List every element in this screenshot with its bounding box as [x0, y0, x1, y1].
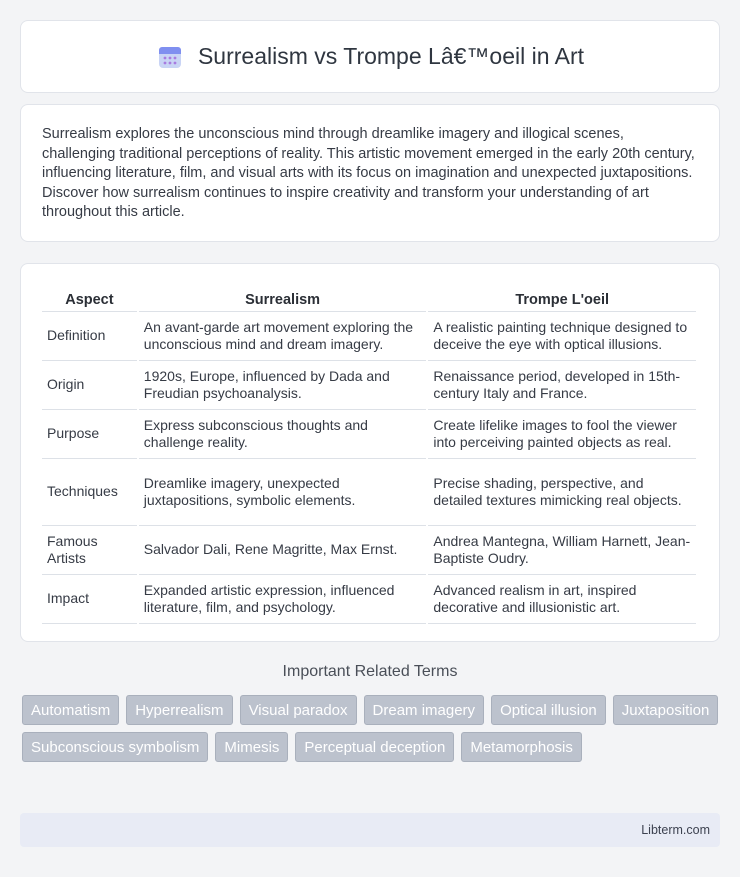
related-term-tag[interactable]: Automatism [22, 695, 119, 725]
related-term-tag[interactable]: Mimesis [215, 732, 288, 762]
trompe-loeil-cell: Andrea Mantegna, William Harnett, Jean-Baptiste Oudry. [428, 526, 696, 575]
column-header-trompe-loeil: Trompe L'oeil [428, 284, 696, 312]
related-term-tag[interactable]: Optical illusion [491, 695, 606, 725]
trompe-loeil-cell: Create lifelike images to fool the viewer into perceiving painted objects as real. [428, 410, 696, 459]
surrealism-cell: Salvador Dali, Rene Magritte, Max Ernst. [139, 526, 427, 575]
related-term-tag[interactable]: Metamorphosis [461, 732, 582, 762]
surrealism-cell: Dreamlike imagery, unexpected juxtapositions, symbolic elements. [139, 459, 427, 526]
table-row [42, 312, 696, 361]
row-aspect-cell: Origin [42, 361, 137, 410]
column-header-aspect: Aspect [42, 284, 137, 312]
table-header-row [42, 284, 696, 312]
header-card [20, 20, 720, 93]
table-row [42, 410, 696, 459]
related-terms-title: Important Related Terms [282, 663, 458, 680]
footer-site-link[interactable]: Libterm.com [641, 823, 710, 837]
calendar-grid-icon [156, 43, 184, 71]
trompe-loeil-cell: Renaissance period, developed in 15th-century Italy and France. [428, 361, 696, 410]
surrealism-cell: Expanded artistic expression, influenced literature, film, and psychology. [139, 575, 427, 624]
row-aspect-cell: Purpose [42, 410, 137, 459]
column-header-surrealism: Surrealism [139, 284, 427, 312]
table-row [42, 361, 696, 410]
comparison-table-card [20, 263, 720, 642]
surrealism-cell: Express subconscious thoughts and challenge reality. [139, 410, 427, 459]
related-term-tag[interactable]: Dream imagery [364, 695, 485, 725]
row-aspect-cell: Definition [42, 312, 137, 361]
intro-text: Surrealism explores the unconscious mind through dreamlike imagery and illogical scenes, challenging traditional perceptions of reality. This artistic movement emerged in the early 20th century, influencing literature, film, and visual arts with its focus on imagination and unexpected juxtapositions. Discover how surrealism continues to inspire creativity and transform your understanding of art throughout this article. [42, 126, 695, 220]
trompe-loeil-cell: Precise shading, perspective, and detailed textures mimicking real objects. [428, 459, 696, 526]
table-row [42, 526, 696, 575]
related-term-tag[interactable]: Hyperrealism [126, 695, 232, 725]
page-title: Surrealism vs Trompe Lâ€™oeil in Art [197, 43, 585, 69]
table-row [42, 575, 696, 624]
related-terms-list [22, 695, 722, 762]
row-aspect-cell: Impact [42, 575, 137, 624]
trompe-loeil-cell: A realistic painting technique designed to deceive the eye with optical illusions. [428, 312, 696, 361]
related-term-tag[interactable]: Perceptual deception [295, 732, 454, 762]
row-aspect-cell: Techniques [42, 459, 137, 526]
comparison-table [40, 284, 698, 624]
trompe-loeil-cell: Advanced realism in art, inspired decorative and illusionistic art. [428, 575, 696, 624]
intro-card [20, 104, 720, 242]
table-row [42, 459, 696, 526]
surrealism-cell: 1920s, Europe, influenced by Dada and Freudian psychoanalysis. [139, 361, 427, 410]
related-term-tag[interactable]: Visual paradox [240, 695, 357, 725]
surrealism-cell: An avant-garde art movement exploring the unconscious mind and dream imagery. [139, 312, 427, 361]
related-term-tag[interactable]: Subconscious symbolism [22, 732, 208, 762]
footer [20, 813, 720, 847]
row-aspect-cell: Famous Artists [42, 526, 137, 575]
related-term-tag[interactable]: Juxtaposition [613, 695, 719, 725]
